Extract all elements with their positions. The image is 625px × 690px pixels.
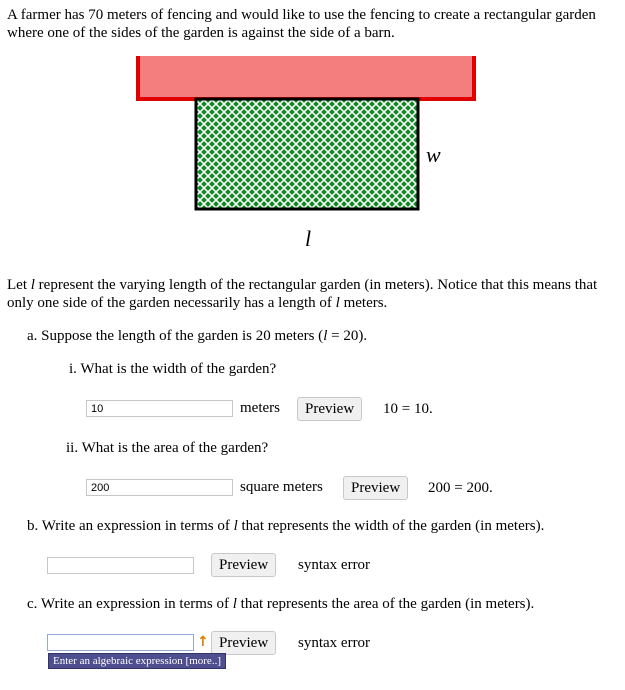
preview-button-a-i[interactable]: Preview [297,397,362,421]
part-a-i-question: i. What is the width of the garden? [69,361,277,377]
preview-button-b[interactable]: Preview [211,553,276,577]
width-expression-input[interactable] [47,557,194,574]
preview-button-a-ii[interactable]: Preview [343,476,408,500]
garden-diagram [0,0,625,260]
problem-paragraph: Let l represent the varying length of the rectangular garden (in meters). Notice that this means that only one side of the garden necessarily has a length of l meters. [7,277,598,311]
area-expression-input[interactable] [47,634,194,651]
width-answer-input[interactable] [86,400,233,417]
width-label: w [426,142,441,167]
part-c-label: c. Write an expression in terms of l that represents the area of the garden (in meters). [27,596,535,612]
garden [196,99,418,209]
barn [138,56,474,99]
part-b-label: b. Write an expression in terms of l that represents the width of the garden (in meters). [27,518,545,534]
area-unit-label: square meters [240,479,323,495]
part-a-label: a. Suppose the length of the garden is 20 meters (l = 20). [27,328,368,344]
arrow-up-icon: ↑ [197,634,209,650]
width-expression-status: syntax error [298,557,371,573]
input-hint-tooltip[interactable]: Enter an algebraic expression [more..] [48,653,226,669]
area-answer-input[interactable] [86,479,233,496]
part-a-ii-question: ii. What is the area of the garden? [66,440,269,456]
length-label: l [305,226,312,251]
width-unit-label: meters [240,400,280,416]
width-preview-result: 10 = 10. [383,401,433,417]
preview-button-c[interactable]: Preview [211,631,276,655]
area-expression-status: syntax error [298,635,371,651]
area-preview-result: 200 = 200. [428,480,493,496]
problem-intro: A farmer has 70 meters of fencing and would like to use the fencing to create a rectangular garden where one of the sides of the garden is against the side of a barn. [7,7,596,41]
